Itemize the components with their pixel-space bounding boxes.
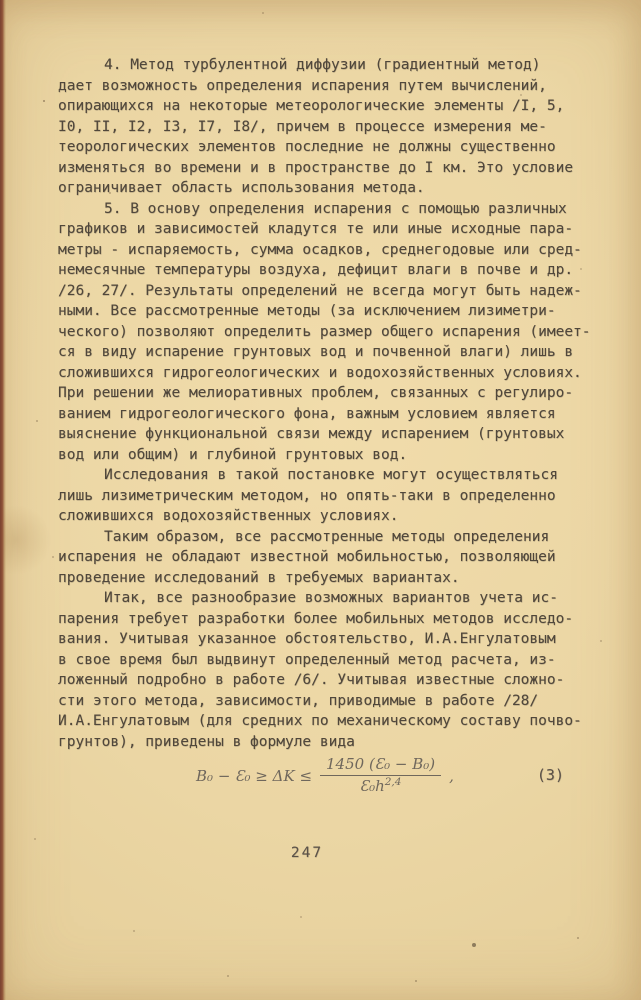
formula-numerator: 1450 (Ɛ₀ − B₀) [320, 756, 441, 776]
paragraph [58, 55, 592, 199]
page-number: 247 [290, 845, 324, 861]
text-line: И.А.Енгулатовым (для средних по механическому составу почво- [58, 713, 582, 729]
text-line: испарения не обладают известной мобильностью, позволяющей [58, 549, 556, 565]
formula-fraction [320, 756, 441, 796]
formula-denominator-exponent: 2,4 [384, 776, 402, 789]
text-line: изменяться во времени и в пространстве до I км. Это условие [58, 159, 574, 176]
text-line: выяснение функциональной связи между испарением (грунтовых [58, 426, 565, 442]
text-line: дает возможность определения испарения путем вычислений, [58, 77, 547, 94]
page-text [58, 55, 592, 752]
formula-denominator-base: Ɛ₀h [359, 777, 385, 796]
text-line: Исследования в такой постановке могут осуществляться [104, 467, 558, 483]
text-line: графиков и зависимостей кладутся те или иные исходные пара- [58, 221, 574, 237]
text-line: /26, 27/. Результаты определений не всегда могут быть надеж- [58, 282, 582, 299]
paragraph [58, 527, 592, 589]
paragraph [58, 199, 592, 466]
text-line: опирающихся на некоторые метеорологические элементы /I, 5, [58, 98, 565, 114]
text-line: ванием гидрогеологического фона, важным условием является [58, 405, 556, 422]
equation-number: (3) [536, 766, 564, 784]
text-line: вания. Учитывая указанное обстоятельство, И.А.Енгулатовым [58, 631, 556, 647]
text-line: При решении же мелиоративных проблем, связанных с регулиро- [58, 385, 574, 401]
text-line: ограничивает область использования метода. [58, 180, 425, 196]
text-line: немесячные температуры воздуха, дефицит влаги в почве и др. [58, 262, 574, 278]
text-line: ся в виду испарение грунтовых вод и почвенной влаги) лишь в [58, 344, 574, 360]
text-line: грунтов), приведены в формуле вида [58, 733, 355, 750]
formula-trailing-comma: , [449, 766, 454, 785]
text-line: лишь лизиметрическим методом, но опять-таки в определенно [58, 487, 556, 504]
text-line: теорологических элементов последние не должны существенно [58, 139, 556, 155]
text-line: метры - испаряемость, сумма осадков, среднегодовые или сред- [58, 241, 582, 258]
formula [58, 756, 592, 796]
text-line: ными. Все рассмотренные методы (за исключением лизиметри- [58, 303, 556, 319]
text-line: Итак, все разнообразие возможных вариантов учета ис- [104, 590, 558, 606]
formula-lhs: B₀ − Ɛ₀ ≥ ΔK ≤ [196, 766, 313, 785]
formula-denominator [320, 776, 441, 795]
text-line: сложившихся водохозяйственных условиях. [58, 508, 399, 524]
text-line: сти этого метода, зависимости, приводимые в работе /28/ [58, 692, 539, 709]
text-line: I0, II, I2, I3, I7, I8/, причем в процессе измерения ме- [58, 118, 547, 135]
paragraph [58, 465, 592, 527]
text-line: вод или общим) и глубиной грунтовых вод. [58, 446, 408, 463]
text-line: парения требует разработки более мобильных методов исследо- [58, 610, 574, 627]
text-line: в свое время был выдвинут определенный метод расчета, из- [58, 651, 556, 668]
text-line: 4. Метод турбулентной диффузии (градиентный метод) [104, 57, 541, 73]
text-line: 5. В основу определения испарения с помощью различных [104, 200, 567, 217]
text-line: ческого) позволяют определить размер общего испарения (имеет- [58, 323, 591, 340]
text-line: Таким образом, все рассмотренные методы определения [104, 528, 550, 545]
text-line: сложившихся гидрогеологических и водохозяйственных условиях. [58, 364, 582, 381]
formula-expression [196, 756, 454, 796]
text-line: проведение исследований в требуемых вариантах. [58, 569, 460, 586]
text-line: ложенный подробно в работе /6/. Учитывая известные сложно- [58, 672, 565, 688]
paragraph [58, 588, 592, 752]
